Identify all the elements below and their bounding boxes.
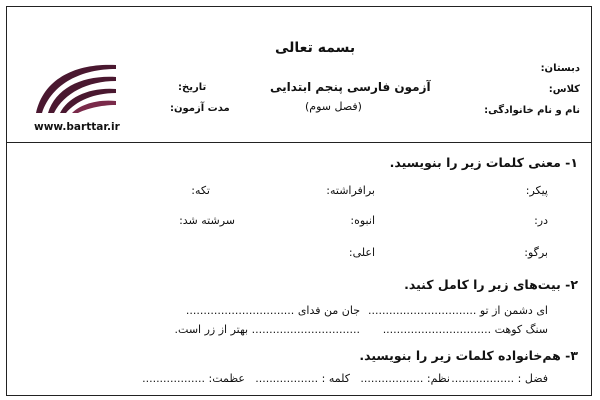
q3-item — [360, 372, 450, 385]
blank-dots[interactable]: ............................... — [185, 304, 295, 317]
verse-text: ای دشمن از تو — [479, 304, 548, 317]
blank-dots[interactable]: ............................... — [382, 323, 492, 336]
logo — [30, 55, 120, 117]
verse-text: سنگ کوهت — [494, 323, 548, 336]
q3-word: نظم: — [426, 372, 450, 385]
blank-dots[interactable]: .................. — [451, 372, 515, 385]
question-1-title: ۱- معنی کلمات زیر را بنویسید. — [389, 155, 578, 170]
student-name-label: نام و نام خانوادگی: — [484, 105, 580, 116]
q3-item — [451, 372, 548, 385]
question-3-title: ۳- هم‌خانواده کلمات زیر را بنویسید. — [359, 348, 578, 363]
blank-dots[interactable]: .................. — [142, 372, 206, 385]
exam-title: آزمون فارسی پنجم ابتدایی — [270, 80, 431, 94]
verse-line-2-part-a — [383, 323, 548, 336]
logo-arcs-icon — [30, 55, 120, 117]
q3-word: فضل : — [517, 372, 548, 385]
q3-item — [142, 372, 245, 385]
verse-text: جان من فدای — [297, 304, 360, 317]
q1-word: اعلی: — [348, 246, 375, 259]
q1-word: انبوه: — [350, 214, 375, 227]
blank-dots[interactable]: ............................... — [251, 323, 360, 336]
q3-word: عظمت: — [208, 372, 245, 385]
q1-word: سرشته شد: — [179, 214, 235, 227]
blank-dots[interactable]: .................. — [360, 372, 424, 385]
q1-word: برافراشته: — [326, 184, 375, 197]
verse-line-1-part-b — [186, 304, 360, 317]
blank-dots[interactable]: .................. — [255, 372, 319, 385]
school-label: دبستان: — [540, 63, 580, 74]
question-2-title: ۲- بیت‌های زیر را کامل کنید. — [404, 277, 578, 292]
blank-dots[interactable]: ............................... — [367, 304, 477, 317]
q1-word: برگو: — [524, 246, 548, 259]
class-label: کلاس: — [548, 84, 580, 95]
date-label: تاریخ: — [178, 82, 207, 93]
q1-word: پیکر: — [525, 184, 548, 197]
page-heading: بسمه تعالی — [275, 40, 356, 56]
q1-word: در: — [534, 214, 548, 227]
verse-line-1-part-a — [368, 304, 548, 317]
header-divider — [6, 142, 592, 143]
q1-word: تکه: — [191, 184, 210, 197]
verse-text: بهتر از زر است. — [174, 323, 249, 336]
verse-line-2-part-b — [175, 323, 360, 336]
duration-label: مدت آزمون: — [170, 103, 230, 114]
q3-word: کلمه : — [321, 372, 350, 385]
exam-subtitle: (فصل سوم) — [305, 100, 362, 113]
q3-item — [255, 372, 350, 385]
logo-url: www.barttar.ir — [34, 121, 120, 133]
